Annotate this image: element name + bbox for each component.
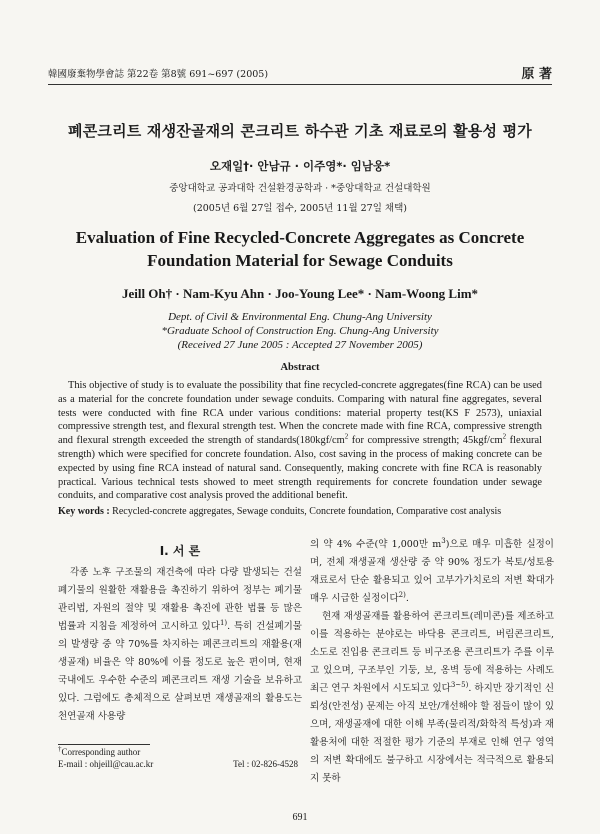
abstract-text-3: flexural strength) which were specified for concrete foundation. Also, cost saving in the process of making concrete can be expected by using fine RCA instead of natural sand. Consequently, making concrete with fine RCA is reasonably practical. Various technical tests showed to meet strength requirements for concrete foundation under sewage conduits, and comparative cost analysis proved the additional benefit. (58, 435, 542, 502)
ref-3: 3~5) (450, 680, 469, 689)
footnote-contact (58, 758, 298, 770)
english-affiliations (0, 310, 600, 352)
header-rule (48, 84, 552, 85)
english-affiliation-1: Dept. of Civil & Environmental Eng. Chung-Ang University (168, 311, 432, 323)
english-affiliation-2: *Graduate School of Construction Eng. Chung-Ang University (161, 325, 439, 337)
keywords-label: Key words : (58, 506, 110, 517)
ref-2: 2) (398, 590, 406, 599)
korean-title: 폐콘크리트 재생잔골재의 콘크리트 하수관 기초 재료로의 활용성 평가 (68, 122, 532, 140)
journal-citation: 韓國廢棄物學會誌 第22卷 第8號 691~697 (2005) (48, 69, 269, 80)
abstract-heading: Abstract (280, 362, 320, 373)
article-type-tag: 原 著 (521, 67, 552, 82)
body-column-left (58, 542, 302, 726)
right-text-a: 의 약 4% 수준(약 1,000만 m (310, 539, 442, 550)
abstract-sup-1: 2 (344, 432, 349, 441)
intro-paragraph-2 (310, 608, 554, 788)
footnote-corresponding (58, 746, 298, 758)
right-text-b: )으로 매우 미흡한 실정이며, 전체 재생골재 생산량 중 약 90% 정도가 복토/성토용 재료로서 단순 활용되고 있어 고부가가치로의 저변 확대가 매우 시급한 실정이다 (310, 539, 554, 604)
right-text-e: . 하지만 장기적인 신뢰성(안전성) 문제는 아직 보안/개선해야 할 점들이 많이 있으며, 재생골재에 대한 이해 부족(물리적/화학적 특성)과 재활용처에 대한 적절한 평가 기준의 부재로 인해 연구 영역의 저변 확대에도 불구하고 시장에서는 적극적으로 활용되지 못하 (310, 683, 555, 784)
footnote-email: E-mail : ohjeill@cau.ac.kr (58, 759, 154, 769)
ref-1: 1) (219, 618, 228, 627)
footnote-rule (58, 744, 150, 745)
dagger-mark: † (58, 745, 62, 753)
intro-paragraph-continued (310, 536, 554, 608)
right-text-c: . (405, 593, 409, 604)
abstract-text-2: for compressive strength; 45kgf/cm (348, 435, 503, 447)
korean-dates: (2005년 6월 27일 접수, 2005년 11월 27일 채택) (192, 203, 407, 214)
body-column-right (310, 536, 554, 788)
running-header (48, 66, 552, 82)
english-title: Evaluation of Fine Recycled-Concrete Aggregates as Concrete Foundation Material for Sewage Conduits (75, 228, 525, 270)
english-dates: (Received 27 June 2005 : Accepted 27 November 2005) (177, 339, 423, 351)
section-title-introduction: I. 서 론 (159, 544, 201, 558)
keywords-text: Recycled-concrete aggregates, Sewage conduits, Concrete foundation, Comparative cost analysis (112, 506, 502, 517)
abstract-body (58, 379, 542, 503)
intro-text-b: . 특히 건설폐기물의 발생량 중 약 70%를 차지하는 폐콘크리트의 재활용(재생골재) 비율은 약 80%에 이를 정도로 높은 편이며, 현재 국내에도 우수한 수준의 폐콘크리트 재생 기술을 보유하고 있다. 그럼에도 총체적으로 살펴보면 재생골재의 활용도는 천연골재 사용량 (58, 621, 302, 722)
korean-affiliation: 중앙대학교 공과대학 건설환경공학과 · *중앙대학교 건설대학원 (169, 183, 431, 194)
korean-authors: 오재일†· 안남규 · 이주영*· 임남웅* (209, 159, 391, 173)
intro-text-a: 각종 노후 구조물의 재건축에 따라 다량 발생되는 건설폐기물의 원활한 재활용을 촉진하기 위하여 정부는 폐기물 관리법, 자원의 절약 및 재활용 촉진에 관한 법률 등 많은 법률과 지침을 제정하여 고시하고 있다 (58, 567, 302, 632)
footnote (58, 746, 298, 770)
footnote-tel: Tel : 02-826-4528 (233, 759, 298, 769)
unit-superscript: 3 (441, 536, 446, 545)
english-authors: Jeill Oh† · Nam-Kyu Ahn · Joo-Young Lee* · Nam-Woong Lim* (121, 286, 479, 301)
corresponding-label: Corresponding author (61, 747, 141, 757)
keywords (58, 506, 542, 517)
page-number: 691 (292, 812, 308, 823)
abstract-sup-2: 2 (502, 432, 507, 441)
abstract-text-1: This objective of study is to evaluate the possibility that fine recycled-concrete aggregates(fine RCA) can be used as a material for the concrete foundation under sewage conduits. Comparing with natural fine aggregates, several tests were conducted with fine RCA under various conditions: material property test(KS F 2573), uniaxial compressive strength test, and flexural strength test. When the concrete made with fine RCA, compressive strength and flexural strength exceeded the strength of standards(180kgf/cm (58, 380, 542, 447)
intro-paragraph-1 (58, 564, 302, 726)
right-text-d: 현재 재생골재를 활용하여 콘크리트(레미콘)를 제조하고 이를 적용하는 분야로는 바닥용 콘크리트, 버림콘크리트, 소도로 진입용 콘크리트 등 비구조용 콘크리트가 주를 이루고 있으며, 구조부인 기둥, 보, 옹벽 등에 적용하는 사례도 최근 연구 차원에서 시도되고 있다 (310, 611, 554, 694)
